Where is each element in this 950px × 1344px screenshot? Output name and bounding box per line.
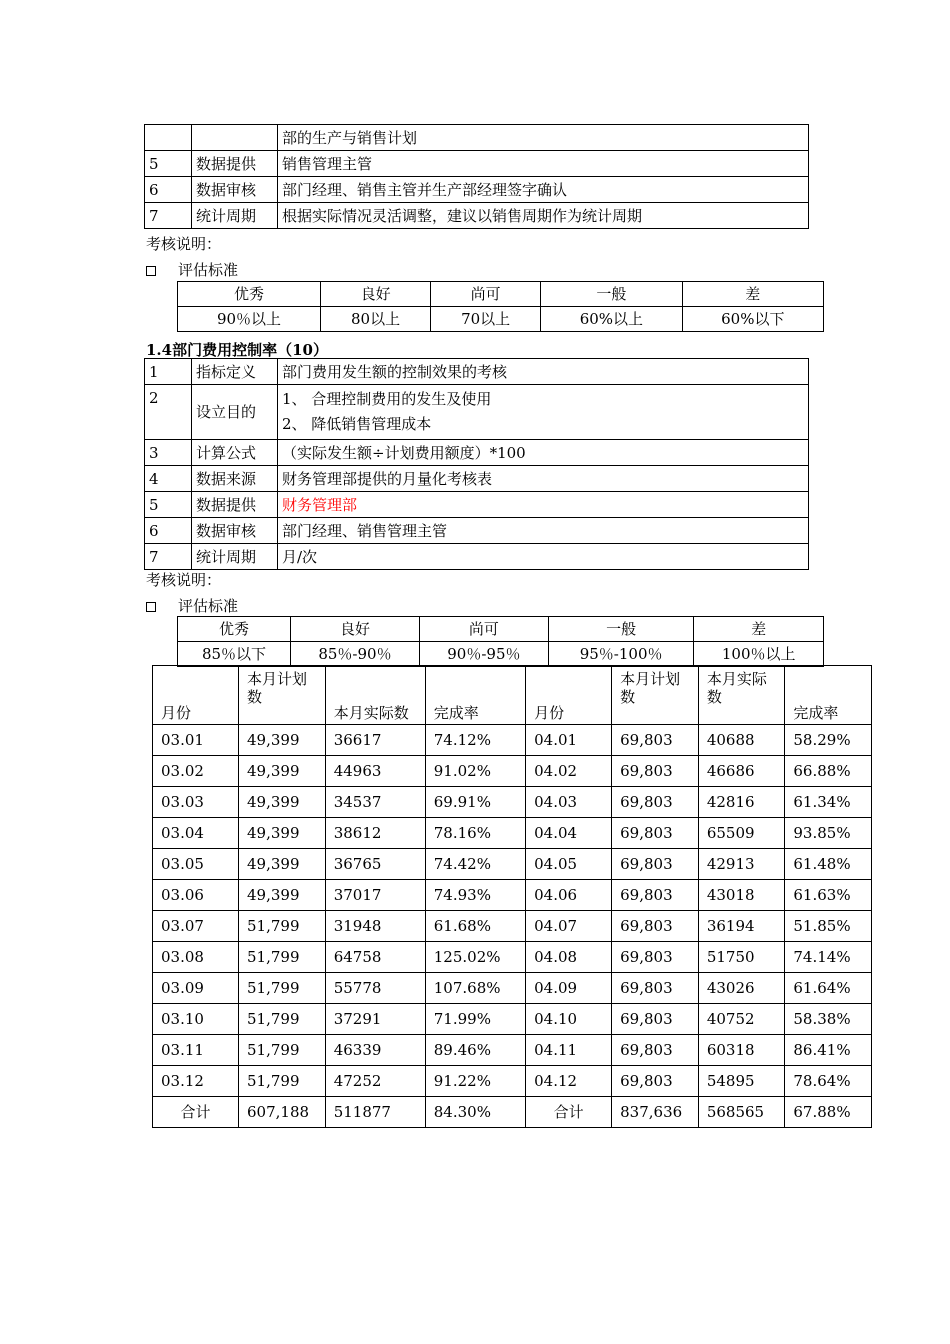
table-cell: 69,803 [612,725,699,756]
row-number: 2 [145,385,192,440]
grade-value: 70以上 [431,307,541,332]
grade-header: 差 [694,617,824,642]
table-cell: 03.03 [153,787,239,818]
table-row [145,125,809,151]
table-header-row [178,617,824,642]
table-cell: 107.68% [425,973,525,1004]
row-number: 7 [145,544,192,570]
bullet-item [146,259,238,280]
table-cell: 69,803 [612,942,699,973]
table-cell: 51750 [698,942,785,973]
table-cell: 49,399 [239,880,326,911]
table-cell: 69.91% [425,787,525,818]
table-cell: 49,399 [239,756,326,787]
indicator-table-top [144,124,809,229]
row-label: 数据提供 [192,492,278,518]
table-cell: 04.03 [526,787,612,818]
table-row [145,466,809,492]
table-cell: 03.12 [153,1066,239,1097]
indicator-table [144,358,809,570]
checkbox-bullet-icon [146,602,156,612]
table-cell: 69,803 [612,1004,699,1035]
table-cell: 74.14% [785,942,872,973]
table-cell: 89.46% [425,1035,525,1066]
table-cell: 69,803 [612,973,699,1004]
row-number: 6 [145,177,192,203]
table-cell: 40688 [698,725,785,756]
table-total-row [153,1097,872,1128]
table-header-row [153,666,872,725]
table-cell: 71.99% [425,1004,525,1035]
table-cell: 49,399 [239,818,326,849]
grade-header: 尚可 [419,617,548,642]
column-header: 完成率 [425,666,525,725]
table-row [145,177,809,203]
total-cell: 合计 [526,1097,612,1128]
table-cell: 51,799 [239,942,326,973]
table-row [178,642,824,667]
row-content: 根据实际情况灵活调整，建议以销售周期作为统计周期 [278,203,809,229]
table-cell: 58.38% [785,1004,872,1035]
table-cell: 04.09 [526,973,612,1004]
column-header: 本月计划数 [239,666,326,725]
table-row [153,756,872,787]
table-cell: 04.11 [526,1035,612,1066]
table-cell: 51.85% [785,911,872,942]
column-header: 本月计划数 [612,666,699,725]
row-content: 财务管理部提供的月量化考核表 [278,466,809,492]
table-cell: 91.02% [425,756,525,787]
content-line: 2、 降低销售管理成本 [282,415,432,433]
table-cell: 04.01 [526,725,612,756]
table-cell: 47252 [325,1066,425,1097]
grade-header: 一般 [541,282,682,307]
table-row [153,942,872,973]
table-row [153,787,872,818]
table-cell: 54895 [698,1066,785,1097]
row-label: 统计周期 [192,544,278,570]
table-cell: 78.64% [785,1066,872,1097]
table-cell: 51,799 [239,1004,326,1035]
monthly-table-body [153,666,872,1128]
row-content: 部门经理、销售管理主管 [278,518,809,544]
table-cell: 04.04 [526,818,612,849]
table-row [145,544,809,570]
table-row [153,1066,872,1097]
table-row [153,1004,872,1035]
table-cell: 69,803 [612,849,699,880]
grade-value: 95％-100％ [548,642,694,667]
table-row [145,440,809,466]
row-number: 4 [145,466,192,492]
row-content: 部门经理、销售主管并生产部经理签字确认 [278,177,809,203]
column-header: 本月实际数 [325,666,425,725]
row-number: 6 [145,518,192,544]
row-label: 数据提供 [192,151,278,177]
assessment-note: 考核说明： [146,235,222,253]
table-cell: 31948 [325,911,425,942]
table-cell: 64758 [325,942,425,973]
table-cell: 61.64% [785,973,872,1004]
row-label: 指标定义 [192,359,278,385]
table-cell: 04.10 [526,1004,612,1035]
table-cell: 61.68% [425,911,525,942]
grade-header: 良好 [291,617,420,642]
grade-value: 85％-90％ [291,642,420,667]
table-cell: 42816 [698,787,785,818]
table-cell: 36765 [325,849,425,880]
table-row [153,725,872,756]
column-header: 月份 [526,666,612,725]
table-cell: 49,399 [239,725,326,756]
table-cell: 43018 [698,880,785,911]
table-cell: 91.22% [425,1066,525,1097]
table-cell: 86.41% [785,1035,872,1066]
row-content: 月/次 [278,544,809,570]
grade-value: 90％-95％ [419,642,548,667]
table-row [145,151,809,177]
column-header: 完成率 [785,666,872,725]
row-label: 数据审核 [192,518,278,544]
table-cell: 61.34% [785,787,872,818]
bullet-label: 评估标准 [178,597,239,615]
table-row [153,973,872,1004]
table-cell: 58.29% [785,725,872,756]
table-cell: 46686 [698,756,785,787]
table-cell: 04.07 [526,911,612,942]
table-cell: 69,803 [612,1066,699,1097]
table-cell: 51,799 [239,911,326,942]
table-cell: 36617 [325,725,425,756]
bullet-item [146,595,238,616]
table-cell: 74.93% [425,880,525,911]
row-label: 设立目的 [192,385,278,440]
table-cell: 61.48% [785,849,872,880]
table-row [153,880,872,911]
table-cell: 04.06 [526,880,612,911]
table-cell: 61.63% [785,880,872,911]
table-cell: 69,803 [612,1035,699,1066]
table-cell: 125.02% [425,942,525,973]
table-row [145,385,809,440]
row-number: 7 [145,203,192,229]
table-cell: 51,799 [239,1035,326,1066]
table-row [145,492,809,518]
table-cell: 69,803 [612,787,699,818]
table-cell: 49,399 [239,849,326,880]
assessment-note: 考核说明： [146,571,222,589]
grade-value: 80以上 [321,307,431,332]
table-cell: 03.02 [153,756,239,787]
table-cell: 55778 [325,973,425,1004]
monthly-expense-table [152,665,872,1128]
grade-header: 一般 [548,617,694,642]
table-header-row [178,282,824,307]
table-cell: 51,799 [239,1066,326,1097]
table-cell: 38612 [325,818,425,849]
table-cell: 03.11 [153,1035,239,1066]
total-cell: 合计 [153,1097,239,1128]
table-cell: 46339 [325,1035,425,1066]
table-cell: 69,803 [612,818,699,849]
evaluation-standard-table [177,616,824,667]
table-cell: 51,799 [239,973,326,1004]
table-cell: 03.06 [153,880,239,911]
row-number [145,125,192,151]
row-content: （实际发生额÷计划费用额度）*100 [278,440,809,466]
row-content: 部门费用发生额的控制效果的考核 [278,359,809,385]
table-cell: 42913 [698,849,785,880]
column-header: 本月实际数 [698,666,785,725]
row-label: 计算公式 [192,440,278,466]
row-label: 数据来源 [192,466,278,492]
grade-header: 优秀 [178,617,291,642]
table-cell: 69,803 [612,880,699,911]
table-cell: 60318 [698,1035,785,1066]
grade-value: 60%以上 [541,307,682,332]
table-cell: 74.42% [425,849,525,880]
table-cell: 03.04 [153,818,239,849]
table-cell: 03.01 [153,725,239,756]
table-cell: 04.08 [526,942,612,973]
content-line: 1、 合理控制费用的发生及使用 [282,390,492,408]
total-cell: 67.88% [785,1097,872,1128]
grade-header: 良好 [321,282,431,307]
row-number: 3 [145,440,192,466]
table-cell: 34537 [325,787,425,818]
table-row [145,518,809,544]
table-row [145,203,809,229]
grade-header: 尚可 [431,282,541,307]
total-cell: 511877 [325,1097,425,1128]
table-cell: 03.05 [153,849,239,880]
table-cell: 69,803 [612,911,699,942]
table-cell: 03.09 [153,973,239,1004]
table-cell: 04.05 [526,849,612,880]
grade-header: 差 [682,282,823,307]
row-label: 数据审核 [192,177,278,203]
table-cell: 49,399 [239,787,326,818]
grade-value: 85％以下 [178,642,291,667]
column-header: 月份 [153,666,239,725]
table-cell: 69,803 [612,756,699,787]
total-cell: 837,636 [612,1097,699,1128]
row-content: 销售管理主管 [278,151,809,177]
total-cell: 607,188 [239,1097,326,1128]
table-cell: 03.07 [153,911,239,942]
table-cell: 04.12 [526,1066,612,1097]
row-label [192,125,278,151]
total-cell: 568565 [698,1097,785,1128]
table-row [153,818,872,849]
row-content [278,385,809,440]
table-cell: 37291 [325,1004,425,1035]
checkbox-bullet-icon [146,266,156,276]
table-cell: 43026 [698,973,785,1004]
table-cell: 93.85% [785,818,872,849]
row-content: 财务管理部 [278,492,809,518]
bullet-label: 评估标准 [178,261,239,279]
grade-header: 优秀 [178,282,321,307]
table-cell: 74.12% [425,725,525,756]
table-cell: 03.08 [153,942,239,973]
row-label: 统计周期 [192,203,278,229]
table-cell: 04.02 [526,756,612,787]
grade-value: 90％以上 [178,307,321,332]
table-cell: 78.16% [425,818,525,849]
section-heading: 1.4部门费用控制率（10） [146,341,328,359]
row-number: 1 [145,359,192,385]
grade-value: 100％以上 [694,642,824,667]
grade-value: 60%以下 [682,307,823,332]
table-cell: 40752 [698,1004,785,1035]
table-cell: 66.88% [785,756,872,787]
table-row [145,359,809,385]
table-row [178,307,824,332]
table-row [153,911,872,942]
row-number: 5 [145,151,192,177]
table-cell: 44963 [325,756,425,787]
table-row [153,849,872,880]
total-cell: 84.30% [425,1097,525,1128]
table-cell: 03.10 [153,1004,239,1035]
table-cell: 36194 [698,911,785,942]
table-row [153,1035,872,1066]
table-cell: 65509 [698,818,785,849]
table-cell: 37017 [325,880,425,911]
row-content: 部的生产与销售计划 [278,125,809,151]
evaluation-standard-table [177,281,824,332]
row-number: 5 [145,492,192,518]
